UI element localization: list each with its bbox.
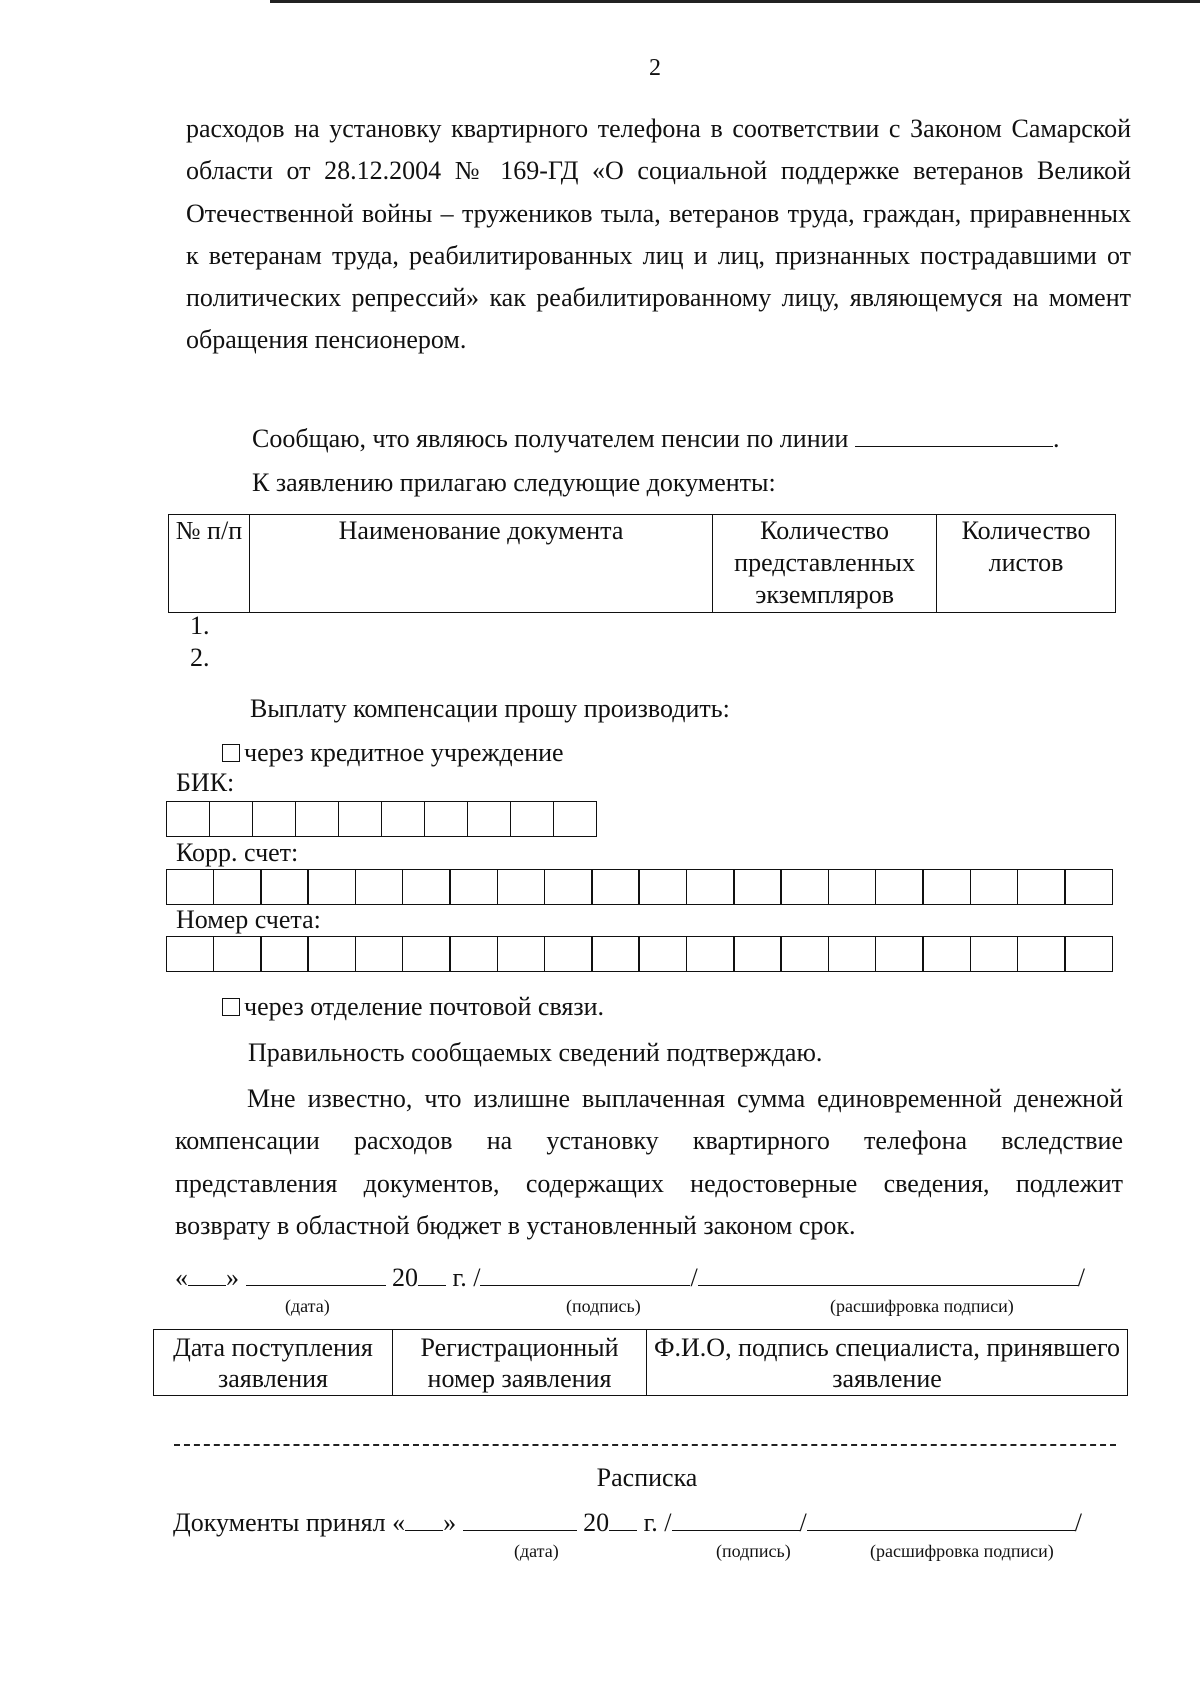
decode-field[interactable] [698,1265,1078,1286]
reg-specialist-cell: Ф.И.О, подпись специалиста, принявшего заявление [647,1330,1128,1396]
pension-line: Сообщаю, что являюсь получателем пенсии по линии . [252,424,1060,453]
receipt-signature-caption: (подпись) [716,1541,791,1561]
receipt-title: Расписка [596,1463,698,1492]
receipt-year-field[interactable] [609,1510,637,1531]
digit-cell[interactable] [424,801,469,837]
col-number: № п/п [169,515,250,613]
digit-cell[interactable] [307,936,356,972]
account-number-grid[interactable] [167,936,1113,972]
payment-line: Выплату компенсации прошу производить: [250,694,730,723]
top-border-line [270,0,1200,3]
digit-cell[interactable] [922,936,971,972]
registration-table [153,1329,1128,1396]
account-number-label: Номер счета: [176,905,321,934]
option-credit[interactable] [222,738,564,768]
digit-cell[interactable] [875,869,924,905]
digit-cell[interactable] [381,801,426,837]
receipt-date-caption: (дата) [514,1541,559,1561]
digit-cell[interactable] [355,869,404,905]
reg-number-cell: Регистрационный номер заявления [393,1330,647,1396]
date-caption: (дата) [285,1296,330,1316]
digit-cell[interactable] [260,869,309,905]
col-copies: Количество представленных экземпляров [713,515,937,613]
digit-cell[interactable] [544,869,593,905]
digit-cell[interactable] [638,869,687,905]
intro-paragraph: расходов на установку квартирного телефона в соответствии с Законом Самарской области от 28.12.2004 № 169-ГД «О социальной поддержке ветеранов Великой Отечественной войны – тружеников тыла, ветеранов труда, граждан, приравненных к ветеранам труда, реабилитированных лиц и лиц, признанных пострадавшими от политических репрессий» как реабилитированному лицу, являющемуся на момент обращения пенсионером. [186,114,1131,355]
warning-paragraph: Мне известно, что излишне выплаченная сумма единовременной денежной компенсации расходов на установку квартирного телефона вследствие представления документов, содержащих недостоверные сведения, подлежит возврату в областной бюджет в установленный законом срок. [175,1084,1123,1240]
page-number: 2 [649,55,661,81]
table-row: 2. [190,643,210,672]
digit-cell[interactable] [733,869,782,905]
credit-checkbox[interactable] [222,744,240,762]
documents-table [168,514,1116,613]
digit-cell[interactable] [213,869,262,905]
receipt-decode-field[interactable] [807,1510,1075,1531]
digit-cell[interactable] [686,936,735,972]
digit-cell[interactable] [733,936,782,972]
option-post-label: через отделение почтовой связи. [244,992,605,1021]
month-field[interactable] [246,1265,386,1286]
year-field[interactable] [418,1265,446,1286]
signature-line: « » 20 г. / / / [175,1263,1085,1292]
digit-cell[interactable] [260,936,309,972]
digit-cell[interactable] [1017,869,1066,905]
digit-cell[interactable] [828,869,877,905]
receipt-month-field[interactable] [463,1510,577,1531]
digit-cell[interactable] [686,869,735,905]
option-post[interactable] [222,992,604,1022]
digit-cell[interactable] [922,869,971,905]
digit-cell[interactable] [213,936,262,972]
digit-cell[interactable] [1017,936,1066,972]
corr-account-grid[interactable] [167,869,1113,905]
digit-cell[interactable] [402,869,451,905]
digit-cell[interactable] [591,869,640,905]
decode-caption: (расшифровка подписи) [830,1296,1014,1316]
digit-cell[interactable] [355,936,404,972]
digit-cell[interactable] [970,869,1019,905]
digit-cell[interactable] [1064,936,1113,972]
digit-cell[interactable] [544,936,593,972]
post-checkbox[interactable] [222,998,240,1016]
digit-cell[interactable] [497,936,546,972]
documents-rows [190,610,210,674]
bik-input-grid[interactable] [167,801,597,837]
digit-cell[interactable] [780,936,829,972]
digit-cell[interactable] [449,936,498,972]
digit-cell[interactable] [875,936,924,972]
receipt-decode-caption: (расшифровка подписи) [870,1541,1054,1561]
digit-cell[interactable] [510,801,555,837]
digit-cell[interactable] [449,869,498,905]
signature-field[interactable] [480,1265,690,1286]
corr-account-label: Корр. счет: [176,838,299,867]
digit-cell[interactable] [166,869,215,905]
digit-cell[interactable] [638,936,687,972]
digit-cell[interactable] [252,801,297,837]
digit-cell[interactable] [307,869,356,905]
day-field[interactable] [188,1265,226,1286]
digit-cell[interactable] [166,801,211,837]
col-sheets: Количество листов [937,515,1116,613]
digit-cell[interactable] [402,936,451,972]
confirm-line: Правильность сообщаемых сведений подтверждаю. [248,1038,823,1067]
option-credit-label: через кредитное учреждение [244,738,564,767]
digit-cell[interactable] [295,801,340,837]
digit-cell[interactable] [338,801,383,837]
cut-line [174,1444,1116,1446]
receipt-signature-field[interactable] [672,1510,800,1531]
digit-cell[interactable] [591,936,640,972]
pension-line-text: Сообщаю, что являюсь получателем пенсии по линии [252,424,849,453]
digit-cell[interactable] [166,936,215,972]
digit-cell[interactable] [828,936,877,972]
digit-cell[interactable] [553,801,598,837]
digit-cell[interactable] [1064,869,1113,905]
digit-cell[interactable] [970,936,1019,972]
digit-cell[interactable] [497,869,546,905]
receipt-line: Документы принял « » 20 г. / / / [173,1508,1083,1537]
pension-blank[interactable] [855,426,1053,447]
signature-caption: (подпись) [566,1296,641,1316]
digit-cell[interactable] [780,869,829,905]
bik-label: БИК: [176,768,235,797]
attach-line: К заявлению прилагаю следующие документы: [252,468,776,497]
digit-cell[interactable] [467,801,512,837]
digit-cell[interactable] [209,801,254,837]
table-row: 1. [190,611,210,640]
receipt-day-field[interactable] [405,1510,443,1531]
reg-date-cell: Дата поступления заявления [154,1330,393,1396]
col-doc-name: Наименование документа [249,515,712,613]
